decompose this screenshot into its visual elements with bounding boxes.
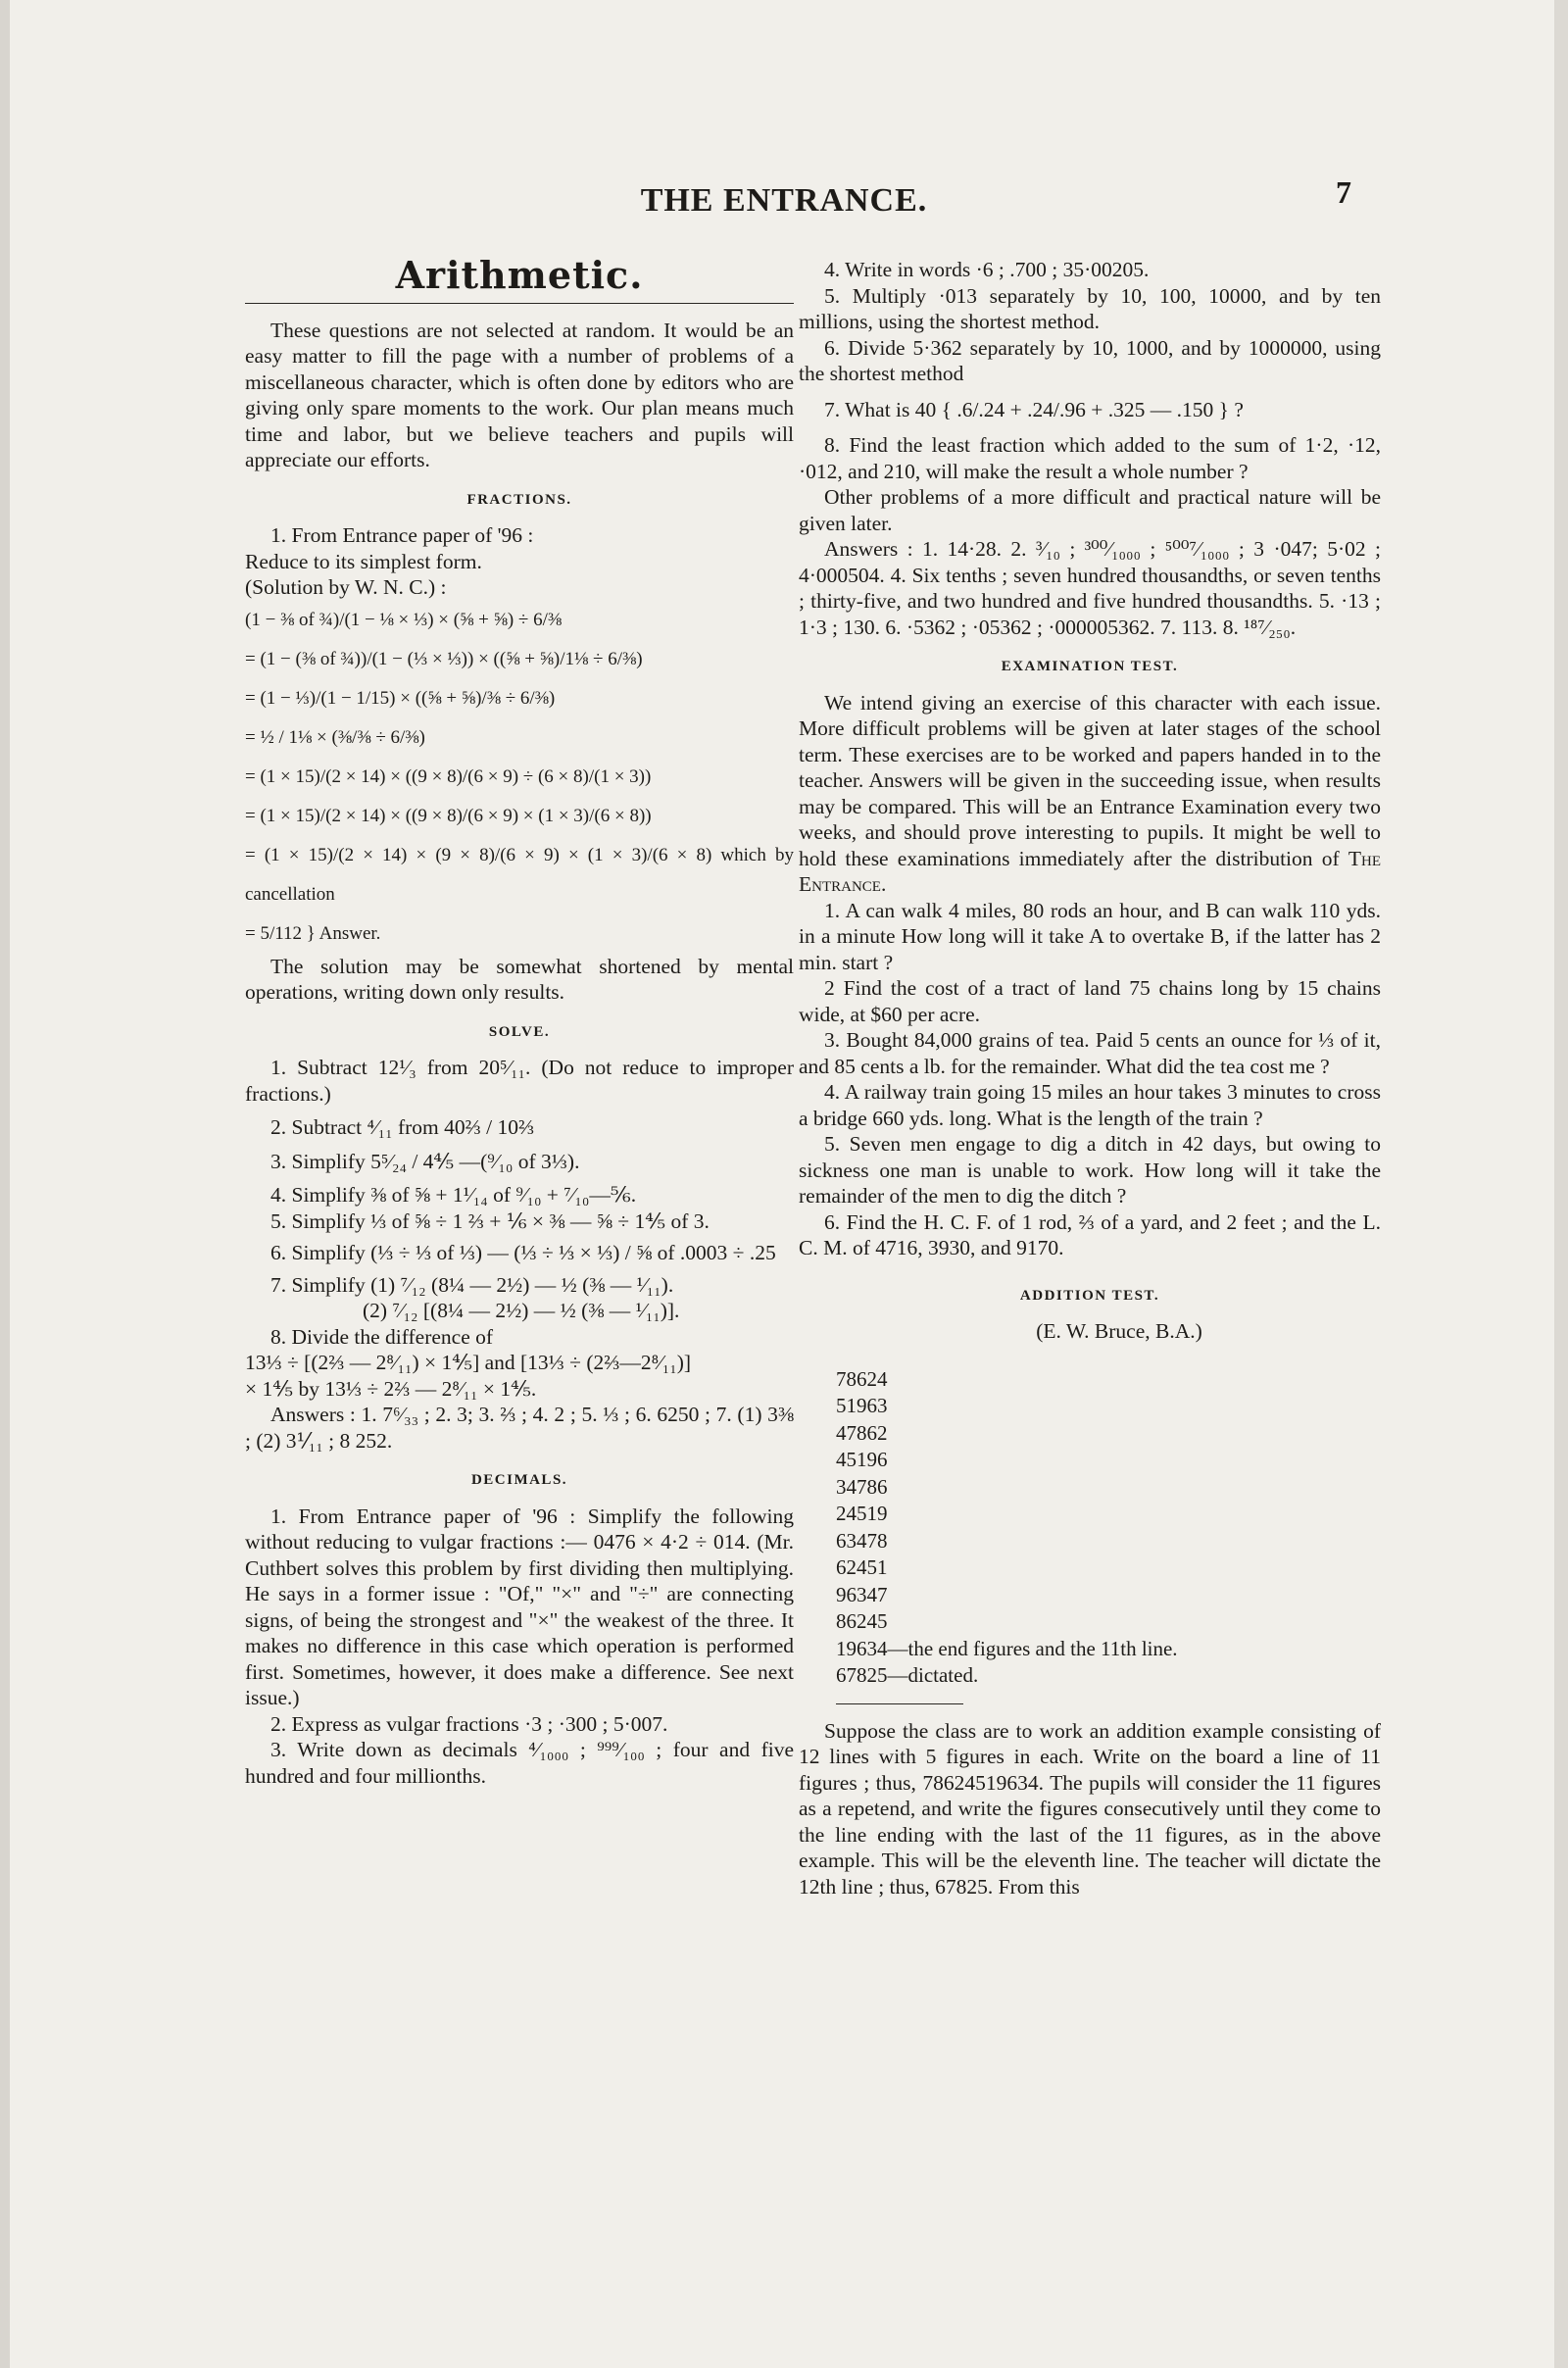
addition-row: 78624 xyxy=(836,1366,888,1391)
addition-row: 24519 xyxy=(836,1502,888,1525)
examination-test-title: EXAMINATION TEST. xyxy=(1001,659,1179,674)
solve-item: 7. Simplify (1) ⁷⁄₁₂ (8¼ — 2½) — ½ (⅜ — ¹⁄₁₁). xyxy=(270,1272,674,1297)
solution-step: = (1 × 15)/(2 × 14) × ((9 × 8)/(6 × 9) × (1 × 3)/(6 × 8)) xyxy=(245,805,652,826)
solve-item: 4. Simplify ⅜ of ⅝ + 1¹⁄₁₄ of ⁹⁄₁₀ + ⁷⁄₁₀—⅚. xyxy=(270,1183,637,1207)
addition-explanation: Suppose the class are to work an addition example consisting of 12 lines with 5 figures in each. Write on the board a line of 11 figures ; thus, 78624519634. The pupils will consider the 11 figures as a repetend, and write the figures consecutively until they come to the line ending with the last of the 11 figures, as in the above example. This will be the eleventh line. The teacher will dictate the 12th line ; thus, 67825. From this xyxy=(799,1718,1381,1899)
addition-row: 67825—dictated. xyxy=(836,1663,979,1687)
decimals-item: 6. Divide 5·362 separately by 10, 1000, and by 1000000, using the shortest method xyxy=(799,335,1381,385)
exam-item: 2 Find the cost of a tract of land 75 chains long by 15 chains wide, at $60 per acre. xyxy=(799,976,1381,1026)
solve-item: 1. Subtract 12¹⁄₃ from 20⁵⁄₁₁. (Do not reduce to improper fractions.) xyxy=(245,1056,794,1106)
solve-item: (2) ⁷⁄₁₂ [(8¼ — 2½) — ½ (⅜ — ¹⁄₁₁)]. xyxy=(363,1299,680,1322)
solve-item: 2. Subtract ⁴⁄₁₁ from 40⅔ / 10⅔ xyxy=(270,1115,535,1139)
exam-item: 4. A railway train going 15 miles an hour takes 3 minutes to cross a bridge 660 yds. long. What is the length of the train ? xyxy=(799,1080,1381,1130)
solve-title: SOLVE. xyxy=(488,1023,551,1040)
exam-item: 1. A can walk 4 miles, 80 rods an hour, and B can walk 110 yds. in a minute How long will it take A to overtake B, if the latter has 2 min. start ? xyxy=(799,898,1381,974)
exam-item: 3. Bought 84,000 grains of tea. Paid 5 cents an ounce for ⅓ of it, and 85 cents a lb. for the remainder. What did the tea cost me ? xyxy=(799,1028,1381,1078)
decimals-item: 1. From Entrance paper of '96 : Simplify the following without reducing to vulgar fractions :— 0476 × 4·2 ÷ 014. (Mr. Cuthbert solves this problem by first dividing then multiplying. He says in a former issue : "Of," "×" and "÷" are connecting signs, of being the strongest and "×" the weakest of the three. It makes no difference in this case which operation is performed first. Sometimes, however, it does make a difference. See next issue.) xyxy=(245,1504,794,1709)
divider-rule xyxy=(836,1703,963,1704)
decimals-item: 5. Multiply ·013 separately by 10, 100, 10000, and by ten millions, using the shortest method. xyxy=(799,283,1381,333)
running-head: THE ENTRANCE. xyxy=(640,182,928,219)
arithmetic-masthead: Arithmetic. xyxy=(395,253,644,297)
addition-row: 86245 xyxy=(836,1609,888,1633)
exam-intro-text: We intend giving an exercise of this character with each issue. More difficult problems will be given at later stages of the school term. These exercises are to be worked and papers handed in to the teacher. Answers will be given in the succeeding issue, when results may be compared. This will be an Entrance Examination every two weeks, and should prove interesting to pupils. It might be well to hold these examinations immediately after the distribution of xyxy=(799,690,1381,870)
solve-item: 13⅓ ÷ [(2⅔ — 2⁸⁄₁₁) × 1⅘] and [13⅓ ÷ (2⅔—2⁸⁄₁₁)] xyxy=(245,1351,692,1374)
exam-item: 6. Find the H. C. F. of 1 rod, ⅔ of a yard, and 2 feet ; and the L. C. M. of 4716, 3930, and 9170. xyxy=(799,1209,1381,1259)
decimals-item: 2. Express as vulgar fractions ·3 ; ·300 ; 5·007. xyxy=(270,1711,668,1736)
fractions-q1-credit: (Solution by W. N. C.) : xyxy=(245,575,447,599)
page-edge-right xyxy=(1554,0,1568,2368)
solution-step: = (1 × 15)/(2 × 14) × (9 × 8)/(6 × 9) × (1 × 3)/(6 × 8) which by cancellation xyxy=(245,844,794,905)
decimals-item: 3. Write down as decimals ⁴⁄₁₀₀₀ ; ⁹⁹⁹⁄₁₀₀ ; four and five hundred and four millionths. xyxy=(245,1738,794,1788)
decimals-item: 8. Find the least fraction which added to the sum of 1·2, ·12, ·012, and 210, will make the result a whole number ? xyxy=(799,433,1381,483)
addition-row: 51963 xyxy=(836,1394,888,1417)
solve-item: 5. Simplify ⅓ of ⅝ ÷ 1 ⅔ + ⅙ × ⅜ — ⅝ ÷ 1⅘ of 3. xyxy=(270,1209,710,1233)
right-column xyxy=(799,257,1381,1899)
decimals-item: 7. What is 40 { .6/.24 + .24/.96 + .325 — .150 } ? xyxy=(824,397,1244,421)
exam-intro-publication: The Entrance. xyxy=(799,846,1381,896)
decimals-item: 4. Write in words ·6 ; .700 ; 35·00205. xyxy=(824,258,1150,281)
addition-row: 19634—the end figures and the 11th line. xyxy=(836,1636,1178,1660)
solve-item: 3. Simplify 5⁵⁄₂₄ / 4⅘ —(⁹⁄₁₀ of 3⅓). xyxy=(270,1149,580,1173)
solution-step: = 5/112 } Answer. xyxy=(245,922,381,944)
solution-step: = ½ / 1⅛ × (⅜/⅜ ÷ 6/⅜) xyxy=(245,726,425,748)
page-number: 7 xyxy=(1336,174,1351,210)
addition-row: 45196 xyxy=(836,1448,888,1471)
fractions-remark: The solution may be somewhat shortened by mental operations, writing down only results. xyxy=(245,954,794,1004)
decimals-title: DECIMALS. xyxy=(470,1472,568,1488)
divider-rule xyxy=(245,303,794,304)
solve-answers: Answers : 1. 7⁶⁄₃₃ ; 2. 3; 3. ⅔ ; 4. 2 ; 5. ⅓ ; 6. 6250 ; 7. (1) 3⅜ ; (2) 3⅟₁₁ ; 8 252. xyxy=(245,1403,794,1453)
addition-row: 34786 xyxy=(836,1474,888,1499)
exam-item: 5. Seven men engage to dig a ditch in 42 days, but owing to sickness one man is unable to work. How long will it take the remainder of the men to dig the ditch ? xyxy=(799,1132,1381,1208)
solution-step: = (1 × 15)/(2 × 14) × ((9 × 8)/(6 × 9) ÷ (6 × 8)/(1 × 3)) xyxy=(245,765,652,787)
fractions-solution xyxy=(245,601,794,954)
left-column xyxy=(245,253,794,1789)
fractions-title: FRACTIONS. xyxy=(466,491,572,508)
exam-intro xyxy=(799,690,1381,898)
addition-row: 62451 xyxy=(836,1555,888,1579)
fractions-q1: 1. From Entrance paper of '96 : xyxy=(270,523,534,547)
addition-test-title: ADDITION TEST. xyxy=(1019,1287,1160,1304)
solve-item: 8. Divide the difference of xyxy=(270,1324,494,1349)
addition-byline: (E. W. Bruce, B.A.) xyxy=(1036,1319,1202,1343)
solution-step: (1 − ⅜ of ¾)/(1 − ⅛ × ⅓) × (⅝ + ⅝) ÷ 6/⅜ xyxy=(245,609,563,630)
intro-paragraph: These questions are not selected at random. It would be an easy matter to fill the page with a number of problems of a miscellaneous character, which is often done by editors who are giving only spare moments to the work. Our plan means much time and labor, but we believe teachers and pupils will appreciate our efforts. xyxy=(245,318,794,471)
addition-list xyxy=(836,1366,1381,1690)
page-edge-left xyxy=(0,0,10,2368)
addition-row: 63478 xyxy=(836,1528,888,1553)
solution-step: = (1 − (⅜ of ¾))/(1 − (⅓ × ⅓)) × ((⅝ + ⅝)/1⅛ ÷ 6/⅜) xyxy=(245,648,643,669)
addition-row: 47862 xyxy=(836,1420,888,1445)
decimals-note: Other problems of a more difficult and practical nature will be given later. xyxy=(799,485,1381,535)
addition-row: 96347 xyxy=(836,1582,888,1606)
solve-item: 6. Simplify (⅓ ÷ ⅓ of ⅓) — (⅓ ÷ ⅓ × ⅓) / ⅝ of .0003 ÷ .25 xyxy=(270,1241,776,1264)
fractions-q1-instruction: Reduce to its simplest form. xyxy=(245,549,482,573)
solve-item: × 1⅘ by 13⅓ ÷ 2⅔ — 2⁸⁄₁₁ × 1⅘. xyxy=(245,1376,537,1401)
solution-step: = (1 − ⅓)/(1 − 1/15) × ((⅝ + ⅝)/⅜ ÷ 6/⅜) xyxy=(245,687,556,709)
decimals-answers: Answers : 1. 14·28. 2. ³⁄₁₀ ; ³⁰⁰⁄₁₀₀₀ ; ⁵⁰⁰⁷⁄₁₀₀₀ ; 3 ·047; 5·02 ; 4·000504. 4. Six tenths ; seven hundred thousandths, or seven tenths ; thirty-five, and two hundred and five hundred thousandths. 5. ·13 ; 1·3 ; 130. 6. ·5362 ; ·05362 ; ·000005362. 7. 113. 8. ¹⁸⁷⁄₂₅₀. xyxy=(799,537,1381,639)
